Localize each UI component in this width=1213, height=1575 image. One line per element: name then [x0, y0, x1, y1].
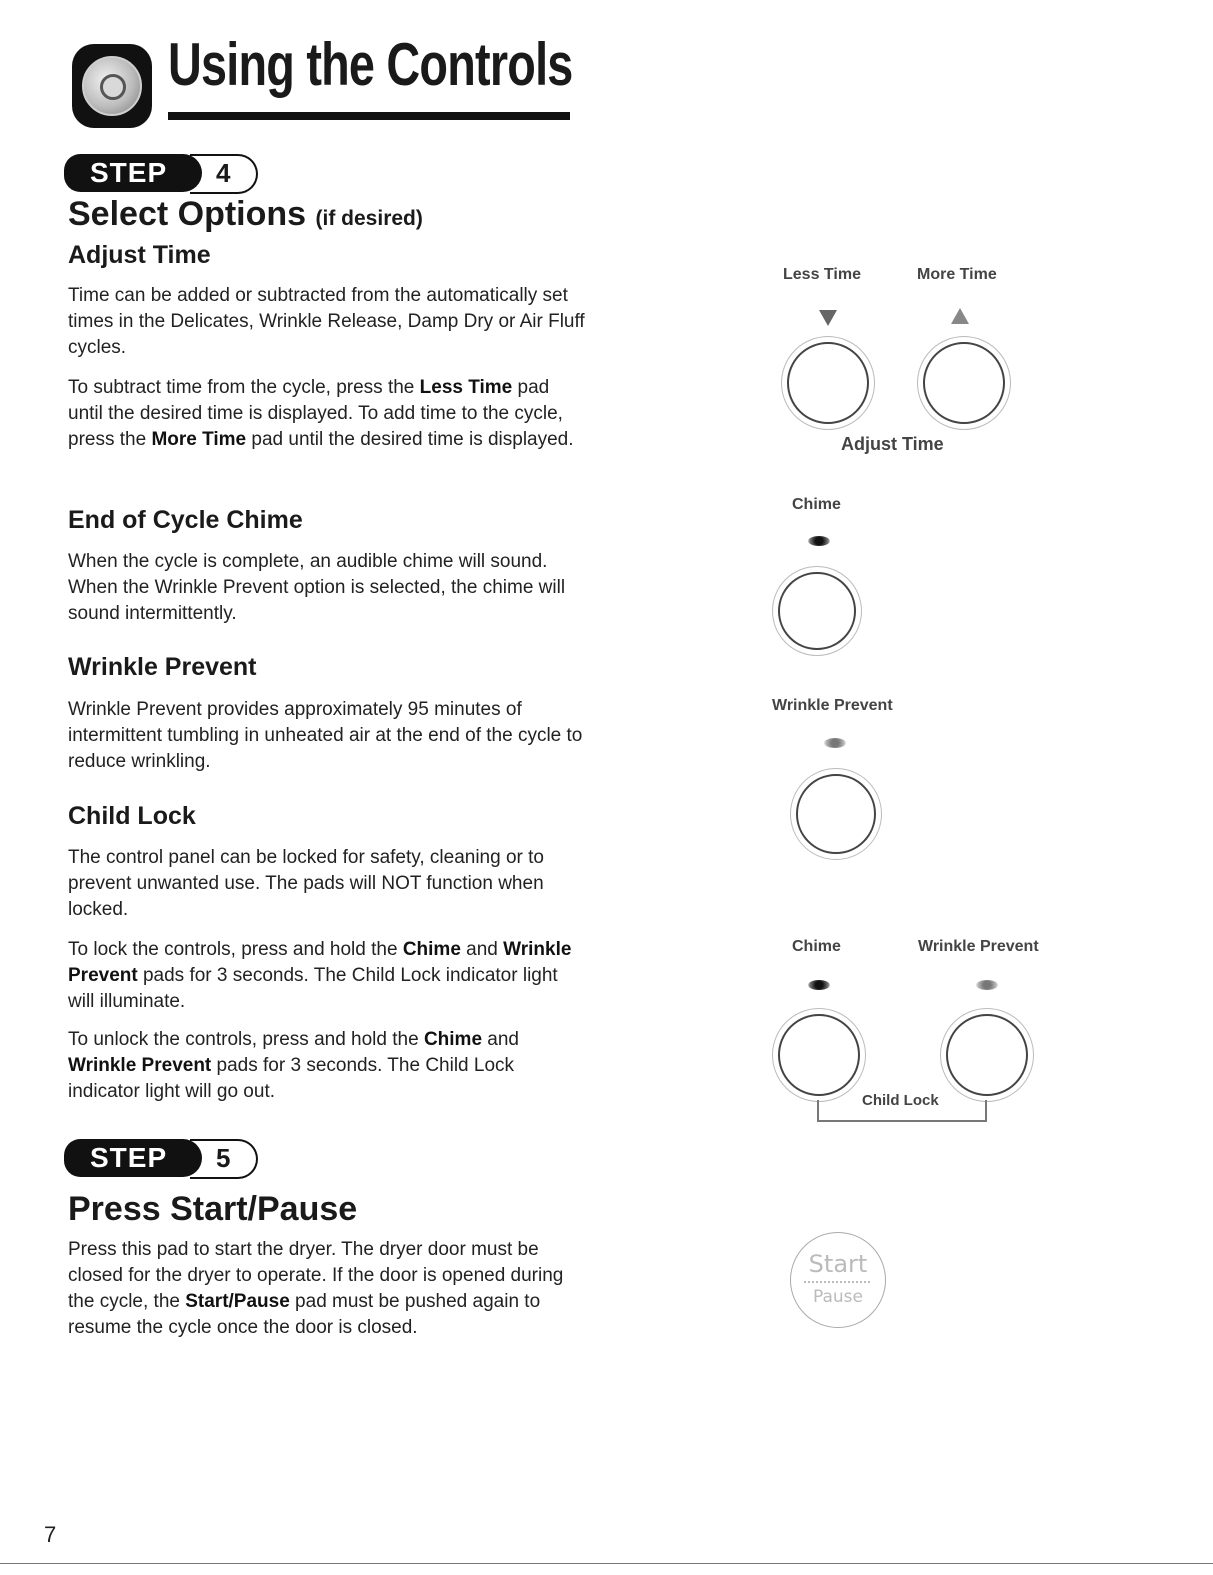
step-number: 5 [216, 1143, 231, 1173]
wrinkle-prevent-pad[interactable] [796, 774, 876, 854]
paragraph: The control panel can be locked for safety, cleaning or to prevent unwanted use. The pads will NOT function when locked. [68, 847, 544, 920]
page-title: Using the Controls [168, 31, 573, 98]
title-underline [168, 112, 570, 120]
section-heading-press-start: Press Start/Pause [68, 1190, 358, 1228]
lock-chime-pad[interactable] [778, 1014, 860, 1096]
wrinkle-prevent-indicator-light [824, 738, 846, 748]
step-5-badge [64, 1139, 264, 1177]
paragraph: When the cycle is complete, an audible chime will sound. When the Wrinkle Prevent option is selected, the chime will sound intermittently. [68, 551, 566, 624]
step-badge-label: STEP [90, 1142, 168, 1173]
chime-pad[interactable] [778, 572, 856, 650]
up-arrow-icon [951, 308, 969, 324]
lock-wrinkle-indicator-light [976, 980, 998, 990]
heading-text: Select Options [68, 195, 307, 233]
page-number: 7 [44, 1522, 57, 1547]
more-time-label: More Time [917, 266, 997, 283]
start-pause-pad[interactable] [790, 1232, 886, 1328]
paragraph: To subtract time from the cycle, press the Less Time pad until the desired time is displayed. To add time to the cycle, press the More Time pad until the desired time is displayed. [68, 377, 574, 450]
start-label: Start [808, 1250, 868, 1278]
step-number: 4 [216, 158, 231, 188]
subheading-wrinkle-prevent: Wrinkle Prevent [68, 653, 257, 681]
pause-label: Pause [813, 1287, 863, 1307]
child-lock-label: Child Lock [862, 1092, 939, 1109]
section-heading-select-options [68, 195, 423, 234]
less-time-label: Less Time [783, 266, 861, 283]
less-time-pad[interactable] [787, 342, 869, 424]
subheading-child-lock: Child Lock [68, 802, 196, 830]
chime-label: Chime [792, 496, 841, 513]
start-pause-divider [804, 1281, 870, 1284]
paragraph: Time can be added or subtracted from the automatically set times in the Delicates, Wrinkle Release, Damp Dry or Air Fluff cycles. [68, 285, 585, 358]
step-4-badge [64, 154, 264, 192]
footer-rule [0, 1563, 1213, 1564]
paragraph: To unlock the controls, press and hold the Chime and Wrinkle Prevent pads for 3 seconds. The Child Lock indicator light will go out. [68, 1029, 519, 1102]
paragraph: To lock the controls, press and hold the Chime and Wrinkle Prevent pads for 3 seconds. The Child Lock indicator light will illuminate. [68, 939, 572, 1012]
subheading-chime: End of Cycle Chime [68, 506, 303, 534]
controls-dial-icon [72, 44, 152, 128]
lock-chime-label: Chime [792, 938, 841, 955]
heading-note: (if desired) [315, 207, 423, 230]
paragraph: Wrinkle Prevent provides approximately 95 minutes of intermittent tumbling in unheated air at the end of the cycle to reduce wrinkling. [68, 699, 583, 772]
down-arrow-icon [819, 310, 837, 326]
subheading-adjust-time: Adjust Time [68, 241, 211, 269]
lock-wrinkle-pad[interactable] [946, 1014, 1028, 1096]
wrinkle-prevent-label: Wrinkle Prevent [772, 697, 893, 714]
adjust-time-caption: Adjust Time [841, 434, 944, 454]
lock-chime-indicator-light [808, 980, 830, 990]
paragraph: Press this pad to start the dryer. The dryer door must be closed for the dryer to operate. If the door is opened during the cycle, the Start/Pause pad must be pushed again to resume the cycle once the door is closed. [68, 1239, 564, 1338]
step-badge-label: STEP [90, 157, 168, 188]
more-time-pad[interactable] [923, 342, 1005, 424]
chime-indicator-light [808, 536, 830, 546]
lock-wrinkle-prevent-label: Wrinkle Prevent [918, 938, 1039, 955]
